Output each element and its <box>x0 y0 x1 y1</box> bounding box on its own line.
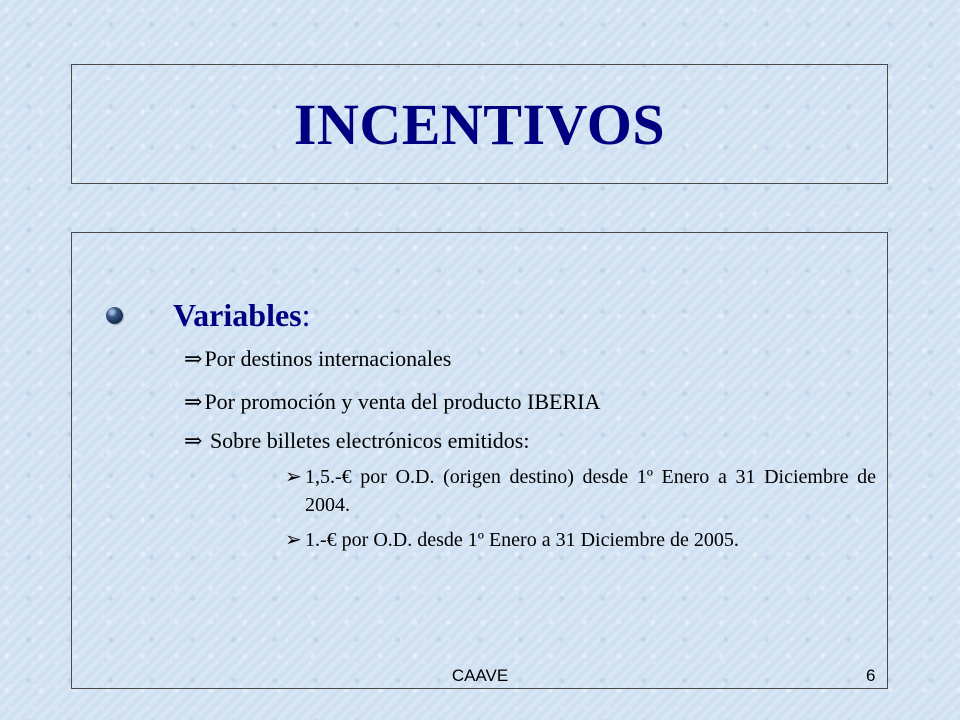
section-bullet <box>106 297 311 334</box>
level3-item <box>285 463 876 519</box>
content-box <box>71 232 888 689</box>
footer-label: CAAVE <box>451 666 509 685</box>
level2-item-text: Por destinos internacionales <box>204 346 452 371</box>
level2-item <box>184 345 451 373</box>
level2-item-text: Sobre billetes electrónicos emitidos: <box>204 428 530 453</box>
arrowhead-icon: ➢ <box>285 466 302 488</box>
section-heading-colon: : <box>301 297 311 333</box>
level2-item <box>184 427 529 455</box>
level3-item-text: 1.-€ por O.D. desde 1º Enero a 31 Diciembre de 2005. <box>305 529 739 551</box>
slide-title: INCENTIVOS <box>293 91 666 157</box>
level3-item-text: 1,5.-€ por O.D. (origen destino) desde 1º Enero a 31 Diciembre de 2004. <box>305 466 876 516</box>
page-number: 6 <box>866 666 876 685</box>
double-arrow-icon: ⇒ <box>184 389 203 414</box>
level3-item <box>285 526 876 554</box>
section-heading: Variables <box>173 297 302 333</box>
title-box <box>71 64 888 184</box>
circle-bullet-icon <box>106 307 123 324</box>
arrowhead-icon: ➢ <box>285 529 302 551</box>
level2-item <box>184 388 600 416</box>
double-arrow-icon: ⇒ <box>184 346 203 371</box>
double-arrow-icon: ⇒ <box>184 428 203 453</box>
level2-item-text: Por promoción y venta del producto IBERIA <box>204 389 601 414</box>
